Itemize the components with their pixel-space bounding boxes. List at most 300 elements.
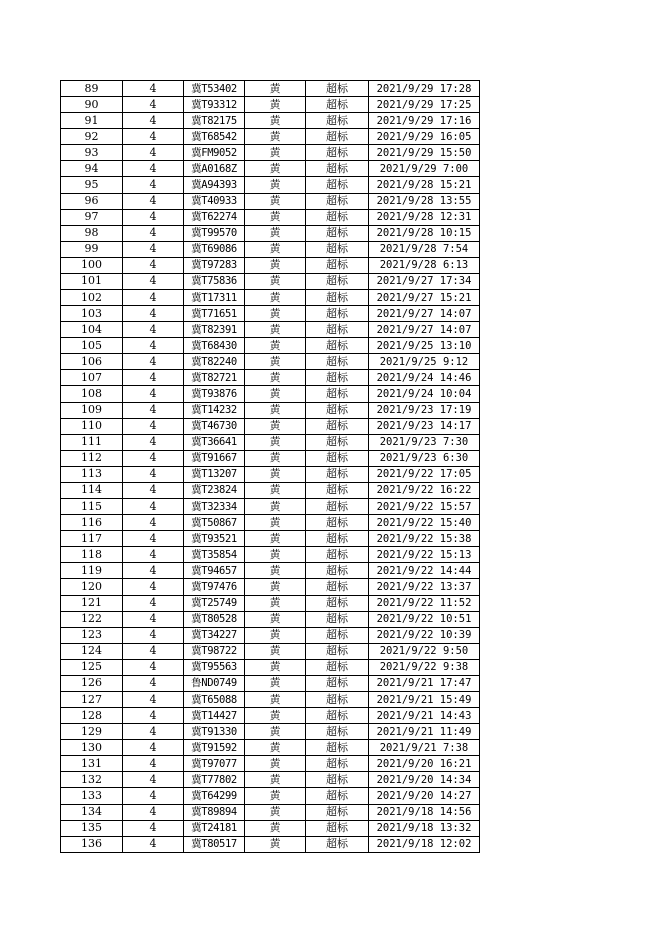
table-row (61, 450, 480, 466)
count-cell: 4 (123, 338, 184, 354)
count-cell: 4 (123, 354, 184, 370)
status-cell: 超标 (306, 290, 369, 306)
status-cell: 超标 (306, 193, 369, 209)
count-cell: 4 (123, 627, 184, 643)
plate-cell: 冀T36641 (184, 434, 245, 450)
plate-cell: 冀A94393 (184, 177, 245, 193)
plate-cell: 冀T62274 (184, 209, 245, 225)
row-number-cell: 103 (61, 306, 123, 322)
status-cell: 超标 (306, 370, 369, 386)
row-number-cell: 111 (61, 434, 123, 450)
plate-cell: 冀T40933 (184, 193, 245, 209)
count-cell: 4 (123, 579, 184, 595)
data-table (60, 80, 480, 853)
table-row (61, 338, 480, 354)
plate-color-cell: 黄 (245, 643, 306, 659)
status-cell: 超标 (306, 531, 369, 547)
row-number-cell: 115 (61, 499, 123, 515)
table-row (61, 434, 480, 450)
count-cell: 4 (123, 643, 184, 659)
plate-color-cell: 黄 (245, 531, 306, 547)
table-row (61, 563, 480, 579)
table-row (61, 788, 480, 804)
table-row (61, 659, 480, 675)
time-cell: 2021/9/28 12:31 (369, 209, 480, 225)
time-cell: 2021/9/22 15:13 (369, 547, 480, 563)
count-cell: 4 (123, 675, 184, 691)
status-cell: 超标 (306, 257, 369, 273)
table-row (61, 804, 480, 820)
status-cell: 超标 (306, 788, 369, 804)
plate-color-cell: 黄 (245, 595, 306, 611)
row-number-cell: 91 (61, 113, 123, 129)
table-row (61, 81, 480, 97)
plate-color-cell: 黄 (245, 788, 306, 804)
plate-color-cell: 黄 (245, 547, 306, 563)
time-cell: 2021/9/27 17:34 (369, 273, 480, 289)
table-row (61, 306, 480, 322)
status-cell: 超标 (306, 740, 369, 756)
time-cell: 2021/9/21 14:43 (369, 708, 480, 724)
status-cell: 超标 (306, 338, 369, 354)
plate-cell: 冀T64299 (184, 788, 245, 804)
row-number-cell: 97 (61, 209, 123, 225)
plate-color-cell: 黄 (245, 193, 306, 209)
row-number-cell: 95 (61, 177, 123, 193)
status-cell: 超标 (306, 466, 369, 482)
time-cell: 2021/9/22 9:50 (369, 643, 480, 659)
status-cell: 超标 (306, 386, 369, 402)
row-number-cell: 112 (61, 450, 123, 466)
plate-cell: 冀T71651 (184, 306, 245, 322)
row-number-cell: 109 (61, 402, 123, 418)
plate-color-cell: 黄 (245, 627, 306, 643)
plate-color-cell: 黄 (245, 708, 306, 724)
count-cell: 4 (123, 595, 184, 611)
row-number-cell: 101 (61, 273, 123, 289)
row-number-cell: 98 (61, 225, 123, 241)
time-cell: 2021/9/27 14:07 (369, 306, 480, 322)
time-cell: 2021/9/28 13:55 (369, 193, 480, 209)
plate-color-cell: 黄 (245, 290, 306, 306)
plate-color-cell: 黄 (245, 129, 306, 145)
row-number-cell: 120 (61, 579, 123, 595)
row-number-cell: 99 (61, 241, 123, 257)
time-cell: 2021/9/28 6:13 (369, 257, 480, 273)
plate-color-cell: 黄 (245, 161, 306, 177)
plate-cell: 鲁ND0749 (184, 675, 245, 691)
table-row (61, 386, 480, 402)
plate-cell: 冀T35854 (184, 547, 245, 563)
table-row (61, 595, 480, 611)
time-cell: 2021/9/25 9:12 (369, 354, 480, 370)
plate-cell: 冀T65088 (184, 691, 245, 707)
count-cell: 4 (123, 531, 184, 547)
plate-color-cell: 黄 (245, 563, 306, 579)
count-cell: 4 (123, 402, 184, 418)
status-cell: 超标 (306, 273, 369, 289)
time-cell: 2021/9/21 11:49 (369, 724, 480, 740)
count-cell: 4 (123, 563, 184, 579)
plate-cell: 冀T80517 (184, 836, 245, 852)
time-cell: 2021/9/22 17:05 (369, 466, 480, 482)
plate-cell: 冀T14427 (184, 708, 245, 724)
table-row (61, 740, 480, 756)
table-row (61, 129, 480, 145)
row-number-cell: 106 (61, 354, 123, 370)
table-row (61, 724, 480, 740)
table-row (61, 161, 480, 177)
count-cell: 4 (123, 691, 184, 707)
table-row (61, 579, 480, 595)
table-row (61, 756, 480, 772)
time-cell: 2021/9/28 7:54 (369, 241, 480, 257)
table-row (61, 177, 480, 193)
plate-cell: 冀T82391 (184, 322, 245, 338)
row-number-cell: 89 (61, 81, 123, 97)
plate-color-cell: 黄 (245, 675, 306, 691)
plate-cell: 冀T91592 (184, 740, 245, 756)
status-cell: 超标 (306, 595, 369, 611)
plate-cell: 冀T91667 (184, 450, 245, 466)
status-cell: 超标 (306, 145, 369, 161)
table-row (61, 418, 480, 434)
plate-cell: 冀T82721 (184, 370, 245, 386)
time-cell: 2021/9/23 17:19 (369, 402, 480, 418)
count-cell: 4 (123, 177, 184, 193)
plate-cell: 冀T80528 (184, 611, 245, 627)
plate-color-cell: 黄 (245, 225, 306, 241)
plate-cell: 冀T99570 (184, 225, 245, 241)
status-cell: 超标 (306, 836, 369, 852)
status-cell: 超标 (306, 675, 369, 691)
plate-color-cell: 黄 (245, 209, 306, 225)
table-row (61, 97, 480, 113)
plate-cell: 冀T98722 (184, 643, 245, 659)
time-cell: 2021/9/22 14:44 (369, 563, 480, 579)
row-number-cell: 113 (61, 466, 123, 482)
count-cell: 4 (123, 724, 184, 740)
plate-cell: 冀T75836 (184, 273, 245, 289)
table-row (61, 611, 480, 627)
table-row (61, 322, 480, 338)
plate-cell: 冀T89894 (184, 804, 245, 820)
count-cell: 4 (123, 113, 184, 129)
count-cell: 4 (123, 804, 184, 820)
time-cell: 2021/9/29 7:00 (369, 161, 480, 177)
table-row (61, 113, 480, 129)
row-number-cell: 118 (61, 547, 123, 563)
table-row (61, 836, 480, 852)
count-cell: 4 (123, 820, 184, 836)
time-cell: 2021/9/22 10:39 (369, 627, 480, 643)
plate-color-cell: 黄 (245, 306, 306, 322)
count-cell: 4 (123, 386, 184, 402)
time-cell: 2021/9/20 14:27 (369, 788, 480, 804)
time-cell: 2021/9/22 9:38 (369, 659, 480, 675)
plate-cell: 冀T82175 (184, 113, 245, 129)
time-cell: 2021/9/20 16:21 (369, 756, 480, 772)
status-cell: 超标 (306, 209, 369, 225)
plate-cell: 冀T93521 (184, 531, 245, 547)
count-cell: 4 (123, 273, 184, 289)
count-cell: 4 (123, 499, 184, 515)
time-cell: 2021/9/22 13:37 (369, 579, 480, 595)
time-cell: 2021/9/24 10:04 (369, 386, 480, 402)
plate-cell: 冀T34227 (184, 627, 245, 643)
time-cell: 2021/9/25 13:10 (369, 338, 480, 354)
plate-color-cell: 黄 (245, 81, 306, 97)
count-cell: 4 (123, 209, 184, 225)
status-cell: 超标 (306, 241, 369, 257)
row-number-cell: 136 (61, 836, 123, 852)
count-cell: 4 (123, 161, 184, 177)
row-number-cell: 105 (61, 338, 123, 354)
time-cell: 2021/9/18 14:56 (369, 804, 480, 820)
plate-color-cell: 黄 (245, 772, 306, 788)
status-cell: 超标 (306, 113, 369, 129)
time-cell: 2021/9/21 17:47 (369, 675, 480, 691)
table-row (61, 402, 480, 418)
status-cell: 超标 (306, 81, 369, 97)
table-row (61, 193, 480, 209)
status-cell: 超标 (306, 434, 369, 450)
plate-color-cell: 黄 (245, 113, 306, 129)
status-cell: 超标 (306, 322, 369, 338)
status-cell: 超标 (306, 515, 369, 531)
count-cell: 4 (123, 515, 184, 531)
row-number-cell: 131 (61, 756, 123, 772)
plate-color-cell: 黄 (245, 804, 306, 820)
status-cell: 超标 (306, 820, 369, 836)
time-cell: 2021/9/29 17:16 (369, 113, 480, 129)
plate-color-cell: 黄 (245, 338, 306, 354)
status-cell: 超标 (306, 659, 369, 675)
count-cell: 4 (123, 81, 184, 97)
count-cell: 4 (123, 611, 184, 627)
plate-cell: 冀T32334 (184, 499, 245, 515)
table-body (61, 81, 480, 853)
time-cell: 2021/9/29 17:25 (369, 97, 480, 113)
plate-color-cell: 黄 (245, 515, 306, 531)
plate-color-cell: 黄 (245, 724, 306, 740)
plate-cell: 冀T93876 (184, 386, 245, 402)
time-cell: 2021/9/29 15:50 (369, 145, 480, 161)
count-cell: 4 (123, 434, 184, 450)
plate-cell: 冀T97077 (184, 756, 245, 772)
status-cell: 超标 (306, 724, 369, 740)
plate-color-cell: 黄 (245, 241, 306, 257)
time-cell: 2021/9/22 15:38 (369, 531, 480, 547)
time-cell: 2021/9/22 15:57 (369, 499, 480, 515)
count-cell: 4 (123, 482, 184, 498)
plate-color-cell: 黄 (245, 579, 306, 595)
count-cell: 4 (123, 129, 184, 145)
count-cell: 4 (123, 418, 184, 434)
plate-cell: 冀T68542 (184, 129, 245, 145)
plate-color-cell: 黄 (245, 836, 306, 852)
count-cell: 4 (123, 466, 184, 482)
time-cell: 2021/9/18 12:02 (369, 836, 480, 852)
status-cell: 超标 (306, 804, 369, 820)
plate-cell: 冀T46730 (184, 418, 245, 434)
time-cell: 2021/9/27 15:21 (369, 290, 480, 306)
plate-cell: 冀T77802 (184, 772, 245, 788)
status-cell: 超标 (306, 627, 369, 643)
plate-color-cell: 黄 (245, 611, 306, 627)
plate-cell: 冀T82240 (184, 354, 245, 370)
time-cell: 2021/9/28 15:21 (369, 177, 480, 193)
row-number-cell: 122 (61, 611, 123, 627)
plate-color-cell: 黄 (245, 97, 306, 113)
status-cell: 超标 (306, 611, 369, 627)
time-cell: 2021/9/21 15:49 (369, 691, 480, 707)
count-cell: 4 (123, 740, 184, 756)
status-cell: 超标 (306, 643, 369, 659)
plate-cell: 冀T14232 (184, 402, 245, 418)
table-row (61, 772, 480, 788)
plate-color-cell: 黄 (245, 322, 306, 338)
count-cell: 4 (123, 193, 184, 209)
status-cell: 超标 (306, 482, 369, 498)
status-cell: 超标 (306, 306, 369, 322)
table-row (61, 466, 480, 482)
time-cell: 2021/9/29 16:05 (369, 129, 480, 145)
status-cell: 超标 (306, 129, 369, 145)
plate-cell: 冀T97283 (184, 257, 245, 273)
plate-cell: 冀T53402 (184, 81, 245, 97)
status-cell: 超标 (306, 563, 369, 579)
time-cell: 2021/9/22 10:51 (369, 611, 480, 627)
plate-cell: 冀T94657 (184, 563, 245, 579)
table-row (61, 225, 480, 241)
plate-cell: 冀T50867 (184, 515, 245, 531)
row-number-cell: 133 (61, 788, 123, 804)
row-number-cell: 123 (61, 627, 123, 643)
table-row (61, 257, 480, 273)
status-cell: 超标 (306, 402, 369, 418)
row-number-cell: 100 (61, 257, 123, 273)
plate-cell: 冀T25749 (184, 595, 245, 611)
count-cell: 4 (123, 659, 184, 675)
row-number-cell: 130 (61, 740, 123, 756)
row-number-cell: 117 (61, 531, 123, 547)
row-number-cell: 132 (61, 772, 123, 788)
plate-cell: 冀T68430 (184, 338, 245, 354)
count-cell: 4 (123, 225, 184, 241)
status-cell: 超标 (306, 547, 369, 563)
time-cell: 2021/9/20 14:34 (369, 772, 480, 788)
plate-color-cell: 黄 (245, 370, 306, 386)
row-number-cell: 134 (61, 804, 123, 820)
row-number-cell: 92 (61, 129, 123, 145)
plate-cell: 冀T69086 (184, 241, 245, 257)
plate-cell: 冀T24181 (184, 820, 245, 836)
status-cell: 超标 (306, 161, 369, 177)
time-cell: 2021/9/22 11:52 (369, 595, 480, 611)
count-cell: 4 (123, 772, 184, 788)
row-number-cell: 104 (61, 322, 123, 338)
status-cell: 超标 (306, 772, 369, 788)
table-row (61, 145, 480, 161)
status-cell: 超标 (306, 97, 369, 113)
plate-color-cell: 黄 (245, 418, 306, 434)
table-row (61, 643, 480, 659)
count-cell: 4 (123, 788, 184, 804)
plate-cell: 冀T23824 (184, 482, 245, 498)
count-cell: 4 (123, 306, 184, 322)
count-cell: 4 (123, 97, 184, 113)
plate-color-cell: 黄 (245, 354, 306, 370)
plate-color-cell: 黄 (245, 402, 306, 418)
row-number-cell: 93 (61, 145, 123, 161)
row-number-cell: 125 (61, 659, 123, 675)
row-number-cell: 124 (61, 643, 123, 659)
plate-cell: 冀T97476 (184, 579, 245, 595)
status-cell: 超标 (306, 708, 369, 724)
table-row (61, 515, 480, 531)
time-cell: 2021/9/22 15:40 (369, 515, 480, 531)
row-number-cell: 128 (61, 708, 123, 724)
row-number-cell: 126 (61, 675, 123, 691)
count-cell: 4 (123, 257, 184, 273)
count-cell: 4 (123, 836, 184, 852)
table-row (61, 531, 480, 547)
status-cell: 超标 (306, 756, 369, 772)
plate-color-cell: 黄 (245, 482, 306, 498)
count-cell: 4 (123, 756, 184, 772)
plate-color-cell: 黄 (245, 659, 306, 675)
plate-color-cell: 黄 (245, 257, 306, 273)
row-number-cell: 116 (61, 515, 123, 531)
row-number-cell: 110 (61, 418, 123, 434)
row-number-cell: 129 (61, 724, 123, 740)
status-cell: 超标 (306, 225, 369, 241)
time-cell: 2021/9/23 6:30 (369, 450, 480, 466)
status-cell: 超标 (306, 354, 369, 370)
status-cell: 超标 (306, 499, 369, 515)
plate-cell: 冀T13207 (184, 466, 245, 482)
row-number-cell: 90 (61, 97, 123, 113)
table-row (61, 370, 480, 386)
table-row (61, 482, 480, 498)
plate-color-cell: 黄 (245, 450, 306, 466)
table-row (61, 691, 480, 707)
table-row (61, 290, 480, 306)
table-row (61, 820, 480, 836)
plate-cell: 冀T91330 (184, 724, 245, 740)
table-row (61, 209, 480, 225)
time-cell: 2021/9/23 14:17 (369, 418, 480, 434)
count-cell: 4 (123, 450, 184, 466)
table-row (61, 547, 480, 563)
plate-cell: 冀FM9052 (184, 145, 245, 161)
table-row (61, 241, 480, 257)
row-number-cell: 107 (61, 370, 123, 386)
row-number-cell: 119 (61, 563, 123, 579)
plate-color-cell: 黄 (245, 499, 306, 515)
time-cell: 2021/9/28 10:15 (369, 225, 480, 241)
plate-color-cell: 黄 (245, 466, 306, 482)
time-cell: 2021/9/29 17:28 (369, 81, 480, 97)
count-cell: 4 (123, 370, 184, 386)
status-cell: 超标 (306, 579, 369, 595)
plate-color-cell: 黄 (245, 691, 306, 707)
row-number-cell: 94 (61, 161, 123, 177)
status-cell: 超标 (306, 450, 369, 466)
count-cell: 4 (123, 145, 184, 161)
status-cell: 超标 (306, 691, 369, 707)
